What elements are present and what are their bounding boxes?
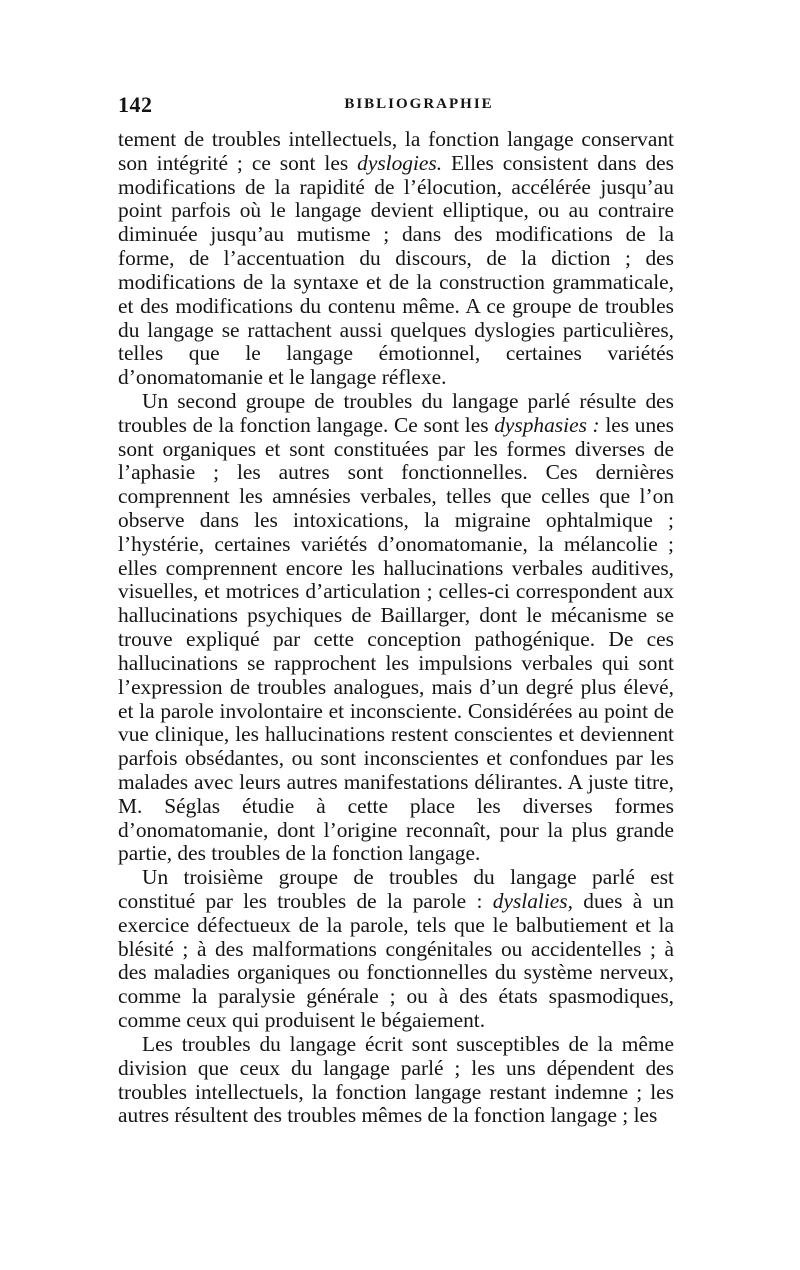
text-segment: tement de troubles intellectuels, la fonction langage conservant son intégrité ; ce sont les [118,127,674,175]
paragraph-dysphasies [118,390,674,866]
term-dyslogies: dyslogies. [357,150,443,175]
text-segment: dues à un exercice défectueux de la parole, tels que le balbutiement et la blésité ; à des malformations congénitales ou accidentelles ; à des maladies organiques ou fonctionnelles du système nerveux, comme la paralysie générale ; ou à des états spasmodiques, comme ceux qui produisent le bégaiement. [118,889,675,1033]
text-segment: Un second groupe de troubles du langage parlé résulte des troubles de la fonction langage. Ce sont les [118,388,674,437]
body-text [118,128,674,1128]
paragraph-dyslalies [118,866,674,1033]
paragraph-langage-ecrit [118,1033,674,1128]
text-segment: Un troisième groupe de troubles du langage parlé est constitué par les troubles de la parole : [118,865,674,913]
text-segment: Elles consistent dans des modifications de la rapidité de l’élocution, accélérée jusqu’au point parfois où le langage devient elliptique, ou au contraire diminuée jusqu’au mutisme ; dans des modifications de la forme, de l’accentuation du discours, de la diction ; des modifications de la syntaxe et de la construction grammaticale, et des modifications du contenu même. A ce groupe de troubles du langage se rattachent aussi quelques dyslogies particulières, telles que le langage émotionnel, certaines variétés d’onomatomanie et le langage réflexe. [118,150,674,390]
term-dysphasies: dysphasies : [494,412,600,437]
paragraph-dyslogies [118,128,674,390]
page-header [118,92,674,122]
running-head: BIBLIOGRAPHIE [344,96,494,112]
term-dyslalies: dyslalies, [492,889,573,913]
text-segment: Les troubles du langage écrit sont susceptibles de la même division que ceux du langage parlé ; les uns dépendent des troubles intellectuels, la fonction langage restant indemne ; les autres résultent des troubles mêmes de la fonction langage ; les [118,1031,674,1128]
page-number: 142 [118,92,153,117]
text-segment: les unes sont organiques et sont constituées par les formes diverses de l’aphasie ; les autres sont fonctionnelles. Ces dernières comprennent les amnésies verbales, telles que celles que l’on observe dans les intoxications, la migraine ophtalmique ; l’hystérie, certaines variétés d’onomatomanie, la mélancolie ; elles comprennent encore les hallucinations verbales auditives, visuelles, et motrices d’articulation ; celles-ci correspondent aux hallucinations psychiques de Baillarger, dont le mécanisme se trouve expliqué par cette conception pathogénique. De ces hallucinations se rapprochent les impulsions verbales qui sont l’expression de troubles analogues, mais d’un degré plus élevé, et la parole involontaire et inconsciente. Considérées au point de vue clinique, les hallucinations restent conscientes et deviennent parfois obsédantes, ou sont inconscientes et confondues par les malades avec leurs autres manifestations délirantes. A juste titre, M. Séglas étudie à cette place les diverses formes d’onomatomanie, dont l’origine reconnaît, pour la plus grande partie, des troubles de la fonction langage. [118,412,674,866]
